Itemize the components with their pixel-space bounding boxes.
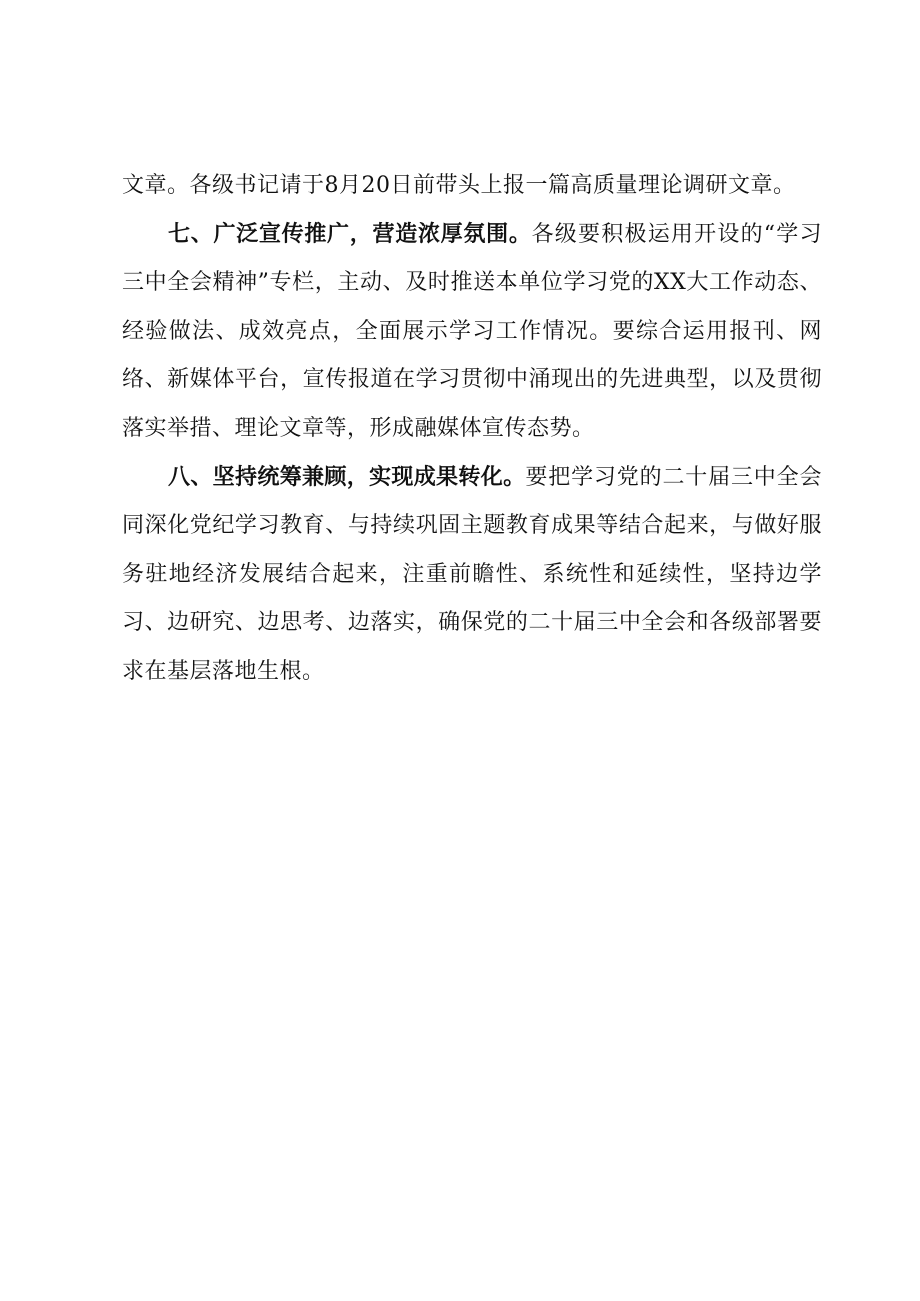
paragraph-text: 文章。各级书记请于8月20日前带头上报一篇高质量理论调研文章。 bbox=[122, 173, 796, 198]
paragraph-section-8 bbox=[122, 454, 822, 697]
section-heading: 八、坚持统筹兼顾，实现成果转化。 bbox=[168, 464, 526, 490]
document-body bbox=[122, 162, 822, 697]
paragraph-section-7 bbox=[122, 211, 822, 454]
paragraph-text: 各级要积极运用开设的“学习三中全会精神”专栏，主动、及时推送本单位学习党的XX大工作动态、经验做法、成效亮点，全面展示学习工作情况。要综合运用报刊、网络、新媒体平台，宣传报道在学习贯彻中涌现出的先进典型，以及贯彻落实举措、理论文章等，形成融媒体宣传态势。 bbox=[122, 221, 822, 441]
paragraph-text: 要把学习党的二十届三中全会同深化党纪学习教育、与持续巩固主题教育成果等结合起来，与做好服务驻地经济发展结合起来，注重前瞻性、系统性和延续性，坚持边学习、边研究、边思考、边落实，确保党的二十届三中全会和各级部署要求在基层落地生根。 bbox=[122, 464, 822, 684]
paragraph-continuation bbox=[122, 162, 822, 211]
section-heading: 七、广泛宣传推广，营造浓厚氛围。 bbox=[168, 221, 532, 247]
